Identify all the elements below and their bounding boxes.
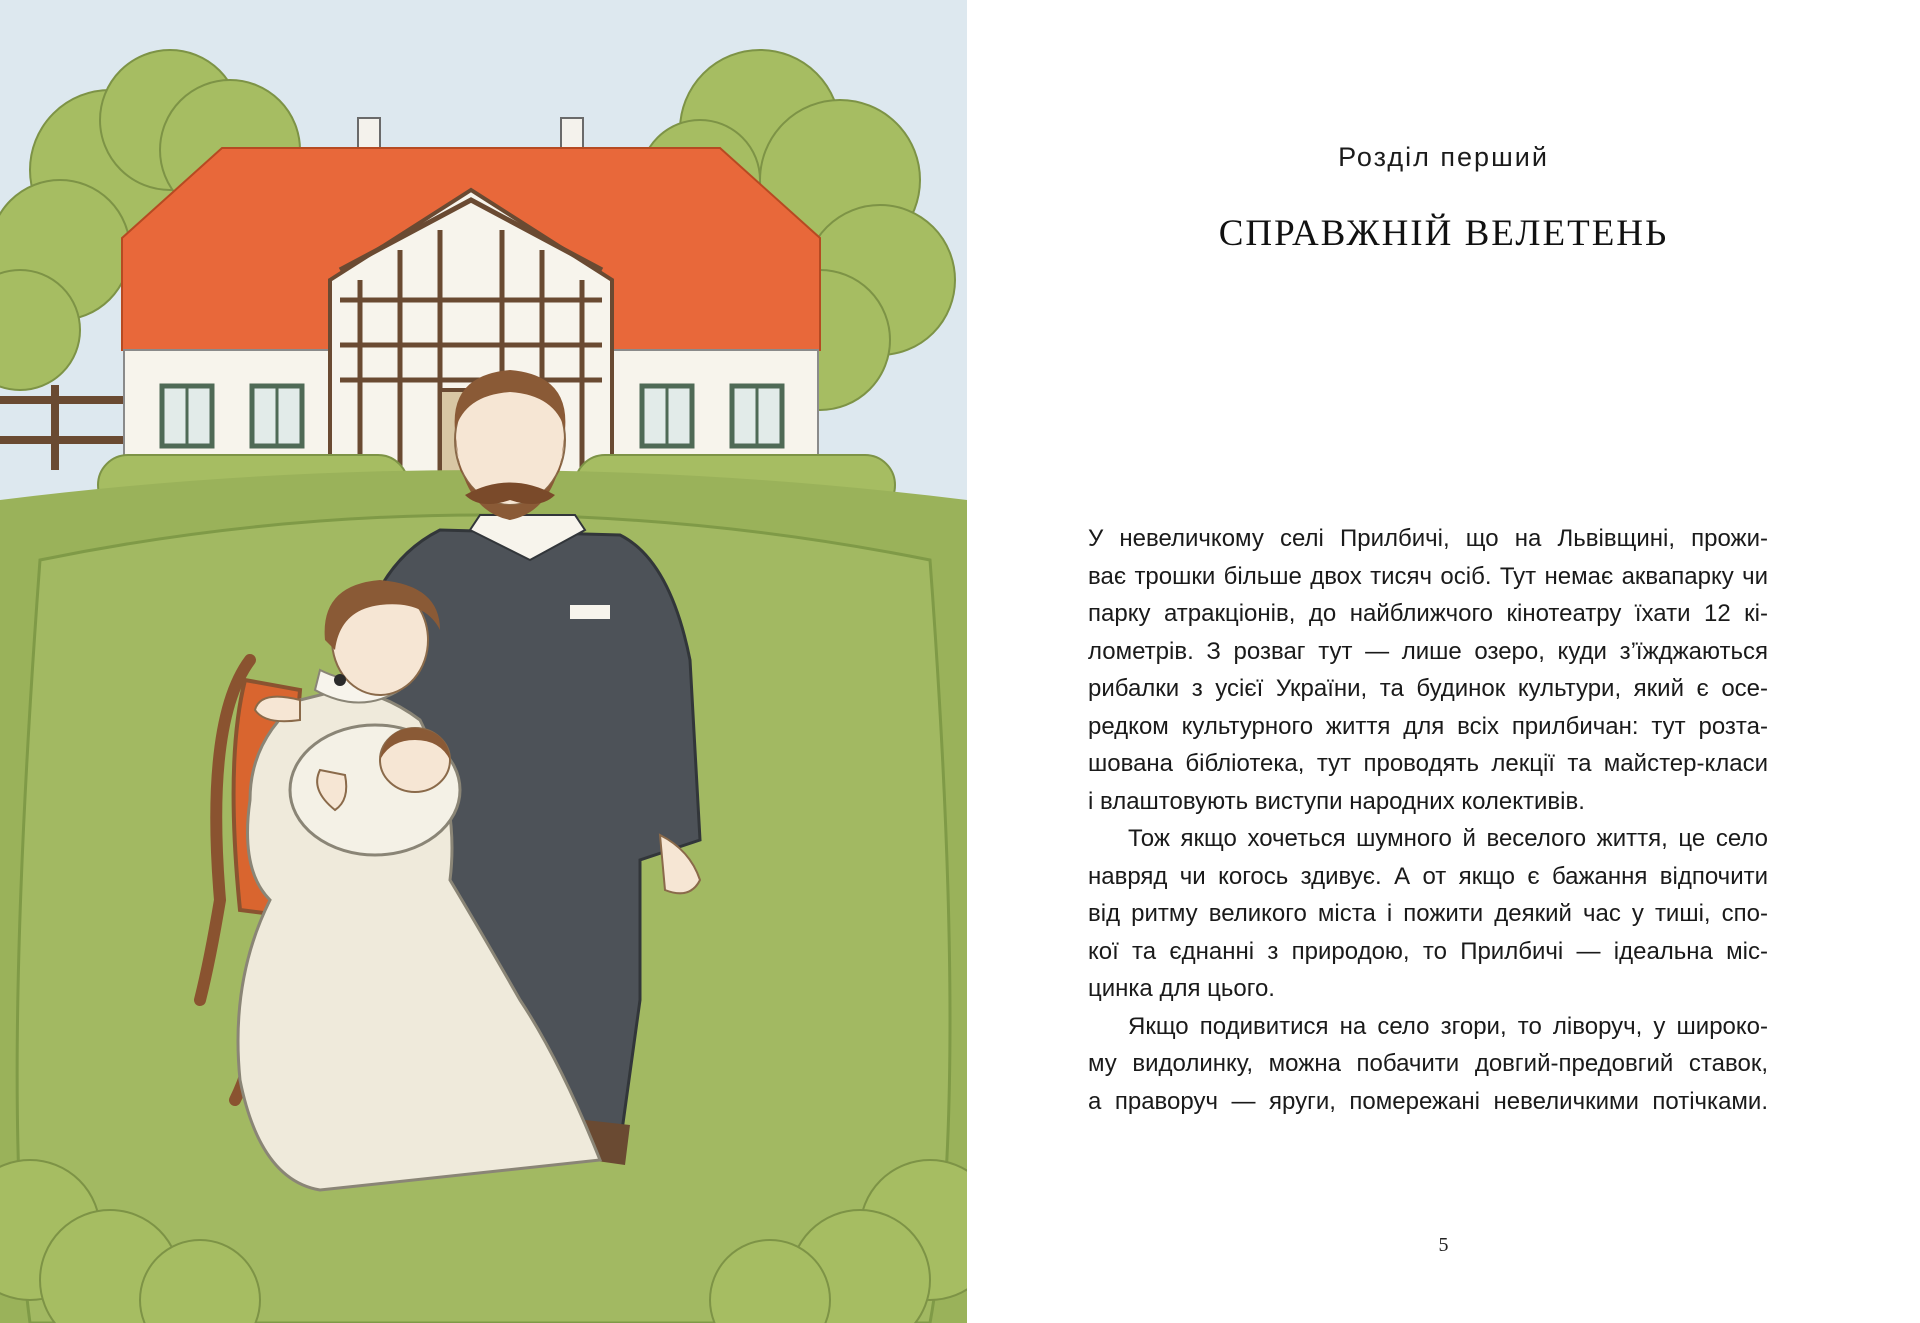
pocket-square <box>570 605 610 619</box>
right-text-page <box>967 0 1920 1323</box>
woman-earring <box>334 674 346 686</box>
text-line: і влаштовують виступи народних колективів. <box>1088 787 1585 815</box>
paragraph-3 <box>1088 1008 1768 1121</box>
text-line: парку атракціонів, до найближчого кінотеатру їхати 12 кі- <box>1088 600 1768 627</box>
paragraph-1 <box>1088 520 1768 820</box>
paragraph-2 <box>1088 820 1768 1008</box>
text-line: рибалки з усієї України, та будинок культури, який є осе- <box>1088 675 1768 702</box>
text-line: редком культурного життя для всіх прилбичан: тут розта- <box>1088 712 1768 740</box>
text-line: цинка для цього. <box>1088 975 1275 1002</box>
chapter-label: Розділ перший <box>1338 142 1549 172</box>
text-line: навряд чи когось здивує. А от якщо є бажання відпочити <box>1088 862 1768 890</box>
text-line: кої та єднанні з природою, то Прилбичі — ідеальна міс- <box>1088 937 1768 965</box>
text-line: шована бібліотека, тут проводять лекції та майстер-класи <box>1088 750 1768 777</box>
text-line: му видолинку, можна побачити довгий-предовгий ставок, <box>1088 1050 1768 1077</box>
chapter-title: СПРАВЖНІЙ ВЕЛЕТЕНЬ <box>1218 213 1669 254</box>
text-line: лометрів. З розваг тут — лише озеро, куди з’їжджаються <box>1088 637 1768 665</box>
page-number: 5 <box>1438 1234 1449 1256</box>
text-line: від ритму великого міста і пожити деякий час у тиші, спо- <box>1088 900 1768 927</box>
text-line: Тож якщо хочеться шумного й веселого життя, це село <box>1128 825 1768 852</box>
text-line: ває трошки більше двох тисяч осіб. Тут немає аквапарку чи <box>1088 562 1768 590</box>
text-line: Якщо подивитися на село згори, то ліворуч, у широко- <box>1128 1012 1768 1040</box>
body-text <box>1088 520 1768 1120</box>
text-line: а праворуч — яруги, помережані невеличкими потічками. <box>1088 1087 1768 1115</box>
text-line: У невеличкому селі Прилбичі, що на Львівщині, прожи- <box>1088 525 1768 552</box>
